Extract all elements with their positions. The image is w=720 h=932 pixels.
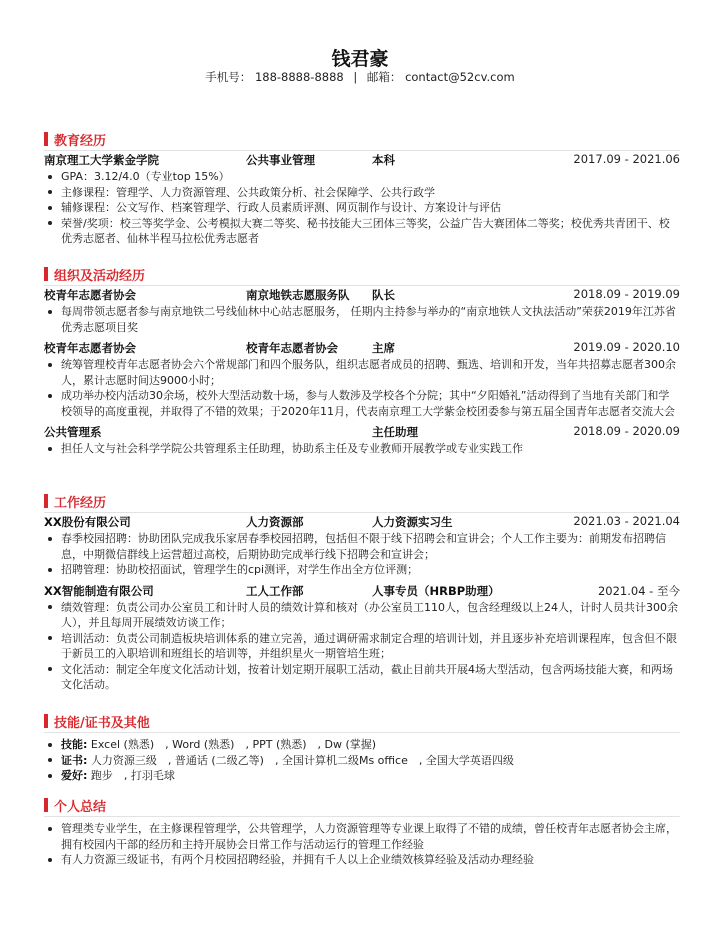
entry-bullets (44, 600, 680, 693)
entry-detail: 人事专员（HRBP助理） (372, 583, 500, 598)
work-section (44, 492, 680, 693)
section-rule (44, 512, 680, 513)
section-title: 组织及活动经历 (54, 268, 146, 284)
entry-bullets (44, 441, 680, 457)
skill-text: 人力资源三级 , 普通话 (二级乙等) , 全国计算机二级Ms office , 全国大学英语四级 (87, 753, 514, 767)
section-rule (44, 816, 680, 817)
entry-header (44, 514, 680, 531)
phone-label: 手机号： (205, 70, 252, 84)
entry-org: 校青年志愿者协会 (44, 341, 136, 355)
list-item: 培训活动：负责公司制造板块培训体系的建立完善，通过调研需求制定合理的培训计划，并且逐步补充培训课程库，包含但不限于新员工的入职培训和班组长的培训等，并组织星火一期管培生班； (44, 631, 680, 662)
list-item: GPA：3.12/4.0（专业top 15%） (44, 169, 680, 185)
section-rule (44, 150, 680, 151)
entry-header (44, 583, 680, 600)
entry-header (44, 340, 680, 357)
entry-detail: 主席 (372, 341, 395, 355)
section-title: 个人总结 (54, 799, 107, 815)
section-marker (44, 798, 48, 812)
entry-detail: 本科 (372, 153, 395, 167)
skill-label: 证书: (61, 753, 88, 767)
entry-org: XX股份有限公司 (44, 515, 131, 529)
list-item: 成功举办校内活动30余场，校外大型活动数十场，参与人数涉及学校各个分院；其中“夕阳婚礼”活动得到了当地有关部门和学校领导的高度重视，并取得了不错的效果；于2020年11月，代表南京理工大学紫金校团委参与第五届全国青年志愿者交流大会 (44, 388, 680, 419)
entry-role: 工人工作部 (246, 583, 304, 598)
entry-org: 南京理工大学紫金学院 (44, 153, 159, 167)
entry-bullets (44, 169, 680, 247)
list-item: 每周带领志愿者参与南京地铁二号线仙林中心站志愿服务， 任期内主持参与举办的“南京地铁人文执法活动”荣获2019年江苏省优秀志愿项目奖 (44, 304, 680, 335)
activities-section (44, 265, 680, 457)
entry-date: 2019.09 - 2020.10 (573, 340, 680, 354)
list-item: 管理类专业学生，在主修课程管理学，公共管理学，人力资源管理等专业课上取得了不错的成绩，曾任校青年志愿者协会主席，拥有校园内干部的经历和主持开展协会日常工作与活动运行的管理工作经验 (44, 821, 680, 852)
section-marker (44, 714, 48, 728)
candidate-name: 钱君豪 (331, 48, 389, 70)
list-item: 招聘管理：协助校招面试，管理学生的cpi测评，对学生作出全方位评测； (44, 562, 680, 578)
entry-org: XX智能制造有限公司 (44, 583, 154, 598)
list-item: 文化活动：制定全年度文化活动计划，按着计划定期开展职工活动，截止目前共开展4场大型活动，包含两场技能大赛，和两场文化活动。 (44, 662, 680, 693)
entry-date: 2017.09 - 2021.06 (573, 152, 680, 166)
list-item: 荣誉/奖项：校三等奖学金、公考模拟大赛二等奖、秘书技能大三团体三等奖，公益广告大赛团体二等奖；校优秀共青团干、校优秀志愿者、仙林半程马拉松优秀志愿者 (44, 216, 680, 247)
entry-detail: 队长 (372, 288, 395, 302)
list-item (44, 737, 680, 753)
section-rule (44, 285, 680, 286)
entry-org: 校青年志愿者协会 (44, 288, 136, 302)
entry-header (44, 152, 680, 169)
list-item: 有人力资源三级证书，有两个月校园招聘经验，并拥有千人以上企业绩效核算经验及活动办理经验 (44, 852, 680, 868)
email-label: 邮箱： (366, 70, 402, 84)
skill-label: 爱好: (61, 769, 88, 782)
entry-role: 公共事业管理 (246, 153, 315, 167)
section-marker (44, 494, 48, 508)
entry-bullets (44, 531, 680, 578)
section-title: 工作经历 (54, 495, 107, 511)
entry-org: 公共管理系 (44, 425, 102, 439)
skill-text: 跑步 , 打羽毛球 (87, 769, 175, 782)
entry-role: 校青年志愿者协会 (246, 341, 338, 355)
list-item (44, 768, 680, 784)
skill-label: 技能: (61, 738, 88, 751)
entry-date: 2018.09 - 2020.09 (573, 424, 680, 438)
skills-list (44, 737, 680, 784)
list-item (44, 753, 680, 769)
section-title: 教育经历 (54, 133, 107, 149)
summary-list (44, 821, 680, 868)
entry-bullets (44, 357, 680, 419)
section-header (44, 492, 680, 510)
summary-section (44, 796, 680, 868)
section-header (44, 712, 680, 730)
skills-section (44, 712, 680, 784)
entry-role: 南京地铁志愿服务队 (246, 288, 350, 302)
entry-role: 人力资源部 (246, 515, 304, 529)
section-header (44, 130, 680, 148)
skill-text: Excel (熟悉) , Word (熟悉) , PPT (熟悉) , Dw (掌握) (87, 738, 377, 751)
entry-date: 2018.09 - 2019.09 (573, 287, 680, 301)
entry-bullets (44, 304, 680, 335)
section-rule (44, 732, 680, 733)
list-item: 担任人文与社会科学学院公共管理系主任助理，协助系主任及专业教师开展教学或专业实践工作 (44, 441, 680, 457)
list-item: 春季校园招聘：协助团队完成我乐家居春季校园招聘，包括但不限于线下招聘会和宣讲会；个人工作主要为：前期发布招聘信息，中期微信群线上运营超过高校，后期协助完成举行线下招聘会和宣讲会； (44, 531, 680, 562)
list-item: 绩效管理：负责公司办公室员工和计时人员的绩效计算和核对（办公室员工110人，包含经理级以上24人，计时人员共计300余人），并且每周开展绩效访谈工作； (44, 600, 680, 631)
list-item: 主修课程：管理学、人力资源管理、公共政策分析、社会保障学、公共行政学 (44, 185, 680, 201)
list-item: 辅修课程：公文写作、档案管理学、行政人员素质评测、网页制作与设计、方案设计与评估 (44, 200, 680, 216)
education-section (44, 130, 680, 247)
entry-date: 2021.03 - 2021.04 (573, 514, 680, 528)
section-header (44, 796, 680, 814)
entry-header (44, 424, 680, 441)
entry-detail: 主任助理 (372, 425, 418, 439)
list-item: 统筹管理校青年志愿者协会六个常规部门和四个服务队，组织志愿者成员的招聘、甄选、培训和开发，当年共招募志愿者300余人，累计志愿时间达9000小时； (44, 357, 680, 388)
section-marker (44, 267, 48, 281)
email-address[interactable]: contact@52cv.com (405, 70, 515, 84)
section-marker (44, 132, 48, 146)
contact-line (0, 69, 720, 85)
contact-divider: | (353, 70, 358, 84)
entry-header (44, 287, 680, 304)
section-title: 技能/证书及其他 (54, 715, 150, 731)
entry-date: 2021.04 - 至今 (597, 583, 680, 598)
entry-detail: 人力资源实习生 (372, 515, 453, 529)
phone-number: 188-8888-8888 (254, 70, 344, 84)
section-header (44, 265, 680, 283)
